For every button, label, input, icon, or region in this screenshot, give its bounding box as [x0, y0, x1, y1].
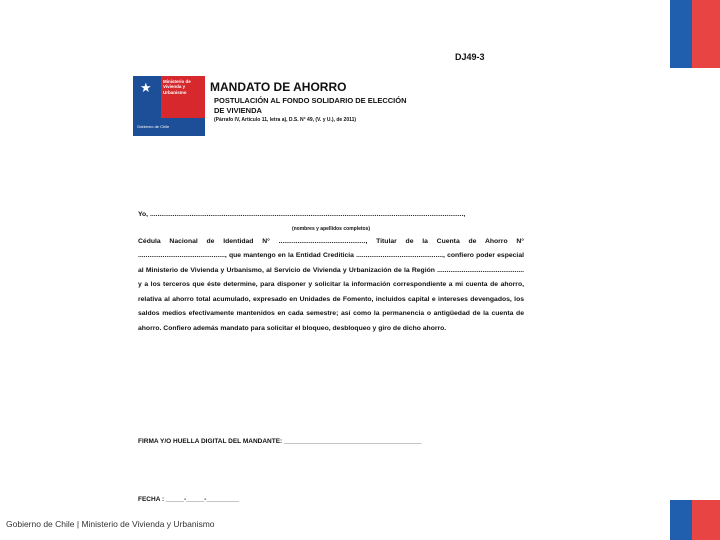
document-subtitle: POSTULACIÓN AL FONDO SOLIDARIO DE ELECCIÓN DE VIVIENDA: [214, 96, 407, 116]
footer-text: Gobierno de Chile | Ministerio de Vivienda y Urbanismo: [6, 519, 215, 529]
ministry-logo: [133, 76, 205, 136]
name-note: (nombres y apellidos completos): [291, 225, 371, 232]
logo-gov-text: Gobierno de Chile: [133, 118, 205, 136]
document-title: MANDATO DE AHORRO: [210, 80, 347, 94]
mandate-body: [138, 208, 524, 336]
mandate-paragraph: Cédula Nacional de Identidad N° .............................................., Titular de la Cuenta de Ahorro N° .............................................., que mantengo en la Entidad Crediticia .............................................., confiero poder especial al Ministerio de Vivienda y Urbanismo, al Servicio de Vivienda y Urbanización de la Región .............................................. y a los terceros que éste determine, para disponer y solicitar la información correspondiente a mi cuenta de ahorro, relativa al ahorro total acumulado, expresado en Unidades de Fomento, incluidos capital e intereses devengados, los saldos medios efectivamente mantenidos en cada semestre; así como la permanencia o antigüedad de la cuenta de ahorro. Confiero además mandato para solicitar el bloqueo, desbloqueo y giro de dicho ahorro.: [138, 237, 524, 332]
name-line: Yo, ......................................................................................................................................................................,: [138, 211, 466, 218]
signature-field: FIRMA Y/O HUELLA DIGITAL DEL MANDANTE: ______________________________________: [138, 438, 422, 445]
flag-decoration-top: [670, 0, 720, 68]
star-icon: ★: [140, 80, 152, 95]
document-reference: (Párrafo IV, Artículo 11, letra a), D.S. N° 49, (V. y U.), de 2011): [214, 117, 357, 123]
date-field: FECHA : _____-_____-_________: [138, 496, 239, 503]
logo-ministry-text: Ministerio de Vivienda y Urbanismo: [161, 76, 205, 118]
document-code: DJ49-3: [455, 52, 485, 62]
flag-decoration-bottom: [670, 500, 720, 540]
